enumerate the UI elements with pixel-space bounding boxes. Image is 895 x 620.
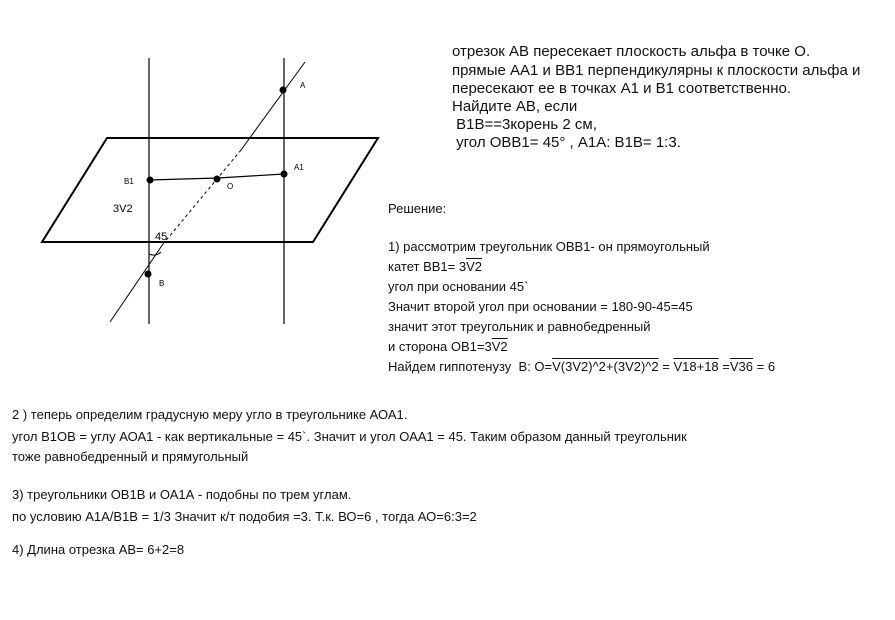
segment-b1o xyxy=(149,178,218,180)
solution-line: 1) рассмотрим треугольник ОВВ1- он прямоугольный xyxy=(388,239,710,254)
angle-arc xyxy=(149,252,161,255)
problem-line: Найдите АВ, если xyxy=(452,98,578,115)
label-angle: 45 xyxy=(155,231,168,243)
solution-line: угол при основании 45` xyxy=(388,279,529,294)
solution-line: Значит второй угол при основании = 180-90-45=45 xyxy=(388,299,693,314)
solution-line: по условию А1А/В1В = 1/3 Значит к/т подобия =3. Т.к. ВО=6 , тогда АО=6:3=2 xyxy=(12,509,477,524)
label-a1: A1 xyxy=(294,163,304,172)
segment-ab-hidden xyxy=(163,150,241,244)
point-b xyxy=(145,271,152,278)
problem-line: В1В==3корень 2 см, xyxy=(452,116,597,133)
point-a xyxy=(280,87,287,94)
problem-line: угол ОВВ1= 45° , А1А: В1В= 1:3. xyxy=(452,134,681,151)
point-b1 xyxy=(147,177,154,184)
label-b1: B1 xyxy=(124,177,134,186)
point-a1 xyxy=(281,171,288,178)
solution-line: и сторона ОВ1=3V2 xyxy=(388,339,508,354)
solution-line: катет ВВ1= 3V2 xyxy=(388,259,483,274)
label-side: 3V2 xyxy=(113,203,133,215)
solution-line: Найдем гиппотенузу В: О=V(3V2)^2+(3V2)^2 = V18+18 =V36 = 6 xyxy=(388,359,776,374)
label-b: B xyxy=(159,279,165,288)
solution-line: 2 ) теперь определим градусную меру угло в треугольнике АОА1. xyxy=(12,407,408,422)
segment-ab-upper xyxy=(241,62,305,150)
solution-line: угол В1ОВ = углу АОА1 - как вертикальные = 45`. Значит и угол ОАА1 = 45. Таким образом данный треугольник xyxy=(12,429,687,444)
label-o: O xyxy=(227,182,234,191)
label-a: A xyxy=(300,81,306,90)
problem-line: прямые АА1 и ВВ1 перпендикулярны к плоскости альфа и xyxy=(452,62,861,79)
segment-oa1 xyxy=(218,174,284,178)
solution-line: 4) Длина отрезка АВ= 6+2=8 xyxy=(12,542,185,557)
problem-line: отрезок АВ пересекает плоскость альфа в точке О. xyxy=(452,43,811,60)
solution-heading: Решение: xyxy=(388,201,447,216)
point-o xyxy=(214,176,221,183)
plane-alpha xyxy=(42,138,378,242)
segment-ab-lower xyxy=(110,244,163,322)
solution-line: значит этот треугольник и равнобедренный xyxy=(388,319,651,334)
solution-line: 3) треугольники ОВ1В и ОА1А - подобны по трем углам. xyxy=(12,487,352,502)
solution-line: тоже равнобедренный и прямугольный xyxy=(12,449,249,464)
problem-line: пересекают ее в точках А1 и В1 соответственно. xyxy=(452,80,792,97)
geometry-figure xyxy=(0,0,400,340)
